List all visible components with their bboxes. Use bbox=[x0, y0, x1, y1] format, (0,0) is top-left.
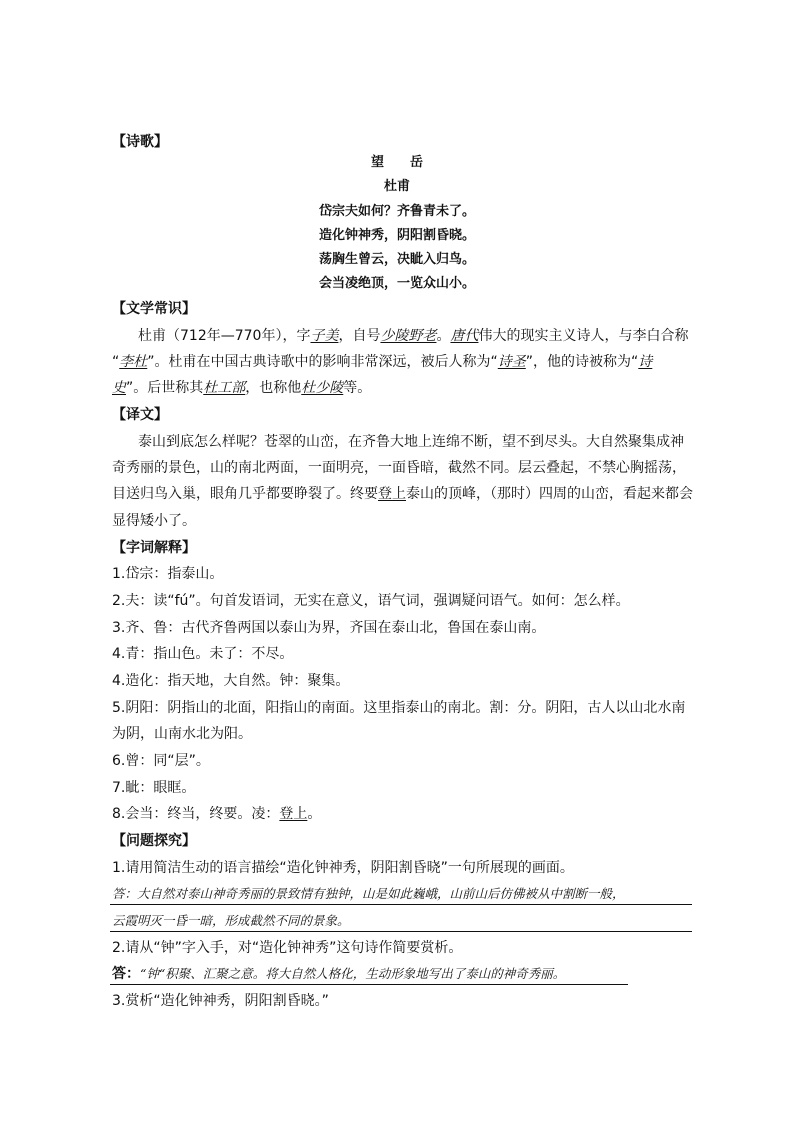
glossary-item-9 bbox=[112, 804, 321, 824]
notes-li-du: 李杜 bbox=[119, 354, 148, 370]
notes-shi-sheng: 诗圣 bbox=[497, 354, 526, 370]
notes-text: 。 bbox=[436, 328, 451, 344]
poem-line-2: 造化钟神秀，阴阳割昏晓。 bbox=[318, 228, 475, 243]
question-2: 2.请从“钟”字入手，对“造化钟神秀”这句诗作简要赏析。 bbox=[112, 940, 463, 956]
answer-1-line-1: 答：大自然对泰山神奇秀丽的景致情有独钟，山是如此巍峨，山前山后仿佛被从中割断一般， bbox=[112, 886, 625, 901]
glossary-item-5: 4.造化：指天地，大自然。钟：聚集。 bbox=[112, 673, 350, 689]
notes-text: 杜甫（712年—770年），字 bbox=[138, 328, 311, 344]
notes-text: ，也称他 bbox=[245, 380, 302, 396]
answer-2-text: “钟“积聚、汇聚之意。将大自然人格化，生动形象地写出了泰山的神奇秀丽。 bbox=[140, 966, 566, 981]
notes-text: 伟大的现实主义诗人，与李白合称 bbox=[478, 328, 689, 344]
translation-text: 目送归鸟入巢，眼角几乎都要睁裂了。终要 bbox=[112, 486, 378, 502]
answer-1-line-2: 云霞明灭一昏一暗，形成截然不同的景象。 bbox=[112, 913, 350, 928]
notes-text: ”。后世称其 bbox=[126, 380, 204, 396]
answer-underline bbox=[110, 904, 692, 905]
section-header-notes: 【文学常识】 bbox=[112, 301, 196, 317]
glossary-item-2: 2.夫：读“fú”。句首发语词，无实在意义，语气词，强调疑问语气。如何：怎么样。 bbox=[112, 593, 630, 609]
glossary-item-7: 6.曾：同“层”。 bbox=[112, 753, 210, 769]
notes-line-3 bbox=[112, 378, 371, 398]
section-header-questions: 【问题探究】 bbox=[112, 833, 196, 849]
answer-2-label: 答： bbox=[112, 966, 140, 982]
glossary-item-6b: 为阴，山南水北为阳。 bbox=[112, 726, 252, 742]
translation-line-4: 显得矮小了。 bbox=[112, 513, 196, 529]
glossary-item-8: 7.眦：眼眶。 bbox=[112, 780, 196, 796]
glossary-text: 8.会当：终当，终要。凌： bbox=[112, 806, 280, 822]
glossary-item-3: 3.齐、鲁：古代齐鲁两国以泰山为界，齐国在泰山北，鲁国在泰山南。 bbox=[112, 620, 546, 636]
poem-line-4: 会当凌绝顶，一览众山小。 bbox=[318, 276, 475, 291]
question-1: 1.请用简洁生动的语言描绘“造化钟神秀，阴阳割昏晓”一句所展现的画面。 bbox=[112, 860, 574, 876]
translation-text: 泰山的顶峰，（那时）四周的山峦，看起来都会 bbox=[406, 486, 693, 502]
glossary-dengshang: 登上 bbox=[279, 806, 308, 822]
translation-dengshang: 登上 bbox=[378, 486, 406, 502]
notes-dynasty: 唐代 bbox=[450, 328, 479, 344]
section-header-glossary: 【字词解释】 bbox=[112, 540, 196, 556]
notes-art-name: 少陵野老 bbox=[380, 328, 437, 344]
notes-text: ”。杜甫在中国古典诗歌中的影响非常深远，被后人称为“ bbox=[147, 354, 498, 370]
poem-title: 望 岳 bbox=[370, 155, 423, 170]
notes-du-gongbu: 杜工部 bbox=[203, 380, 246, 396]
notes-text: 等。 bbox=[343, 380, 372, 396]
section-header-poem: 【诗歌】 bbox=[112, 134, 168, 150]
glossary-item-6a: 5.阴阳：阴指山的北面，阳指山的南面。这里指泰山的南北。割：分。阴阳，古人以山北水南 bbox=[112, 700, 686, 716]
notes-courtesy-name: 子美 bbox=[310, 328, 339, 344]
glossary-item-4: 4.青：指山色。未了：不尽。 bbox=[112, 646, 294, 662]
poem-line-1: 岱宗夫如何？齐鲁青未了。 bbox=[318, 204, 475, 219]
section-header-translation: 【译文】 bbox=[112, 407, 168, 423]
translation-line-1: 泰山到底怎么样呢？苍翠的山峦，在齐鲁大地上连绵不断，望不到尽头。大自然聚集成神 bbox=[138, 434, 684, 450]
answer-underline bbox=[110, 931, 692, 932]
translation-line-3 bbox=[112, 484, 693, 504]
notes-line-2 bbox=[112, 352, 652, 372]
notes-shi-shi-a: 诗 bbox=[638, 354, 653, 370]
poem-author: 杜甫 bbox=[383, 179, 410, 194]
notes-shi-shi-b: 史 bbox=[112, 380, 126, 396]
answer-2 bbox=[112, 964, 565, 984]
notes-text: ”，他的诗被称为“ bbox=[525, 354, 639, 370]
notes-line-1 bbox=[138, 326, 688, 346]
answer-underline bbox=[110, 984, 628, 985]
glossary-text: 。 bbox=[307, 806, 322, 822]
notes-text: ，自号 bbox=[338, 328, 381, 344]
question-3: 3.赏析“造化钟神秀，阴阳割昏晓。” bbox=[112, 993, 329, 1009]
notes-text: “ bbox=[112, 354, 120, 370]
glossary-item-1: 1.岱宗：指泰山。 bbox=[112, 566, 224, 582]
translation-line-2: 奇秀丽的景色，山的南北两面，一面明亮，一面昏暗，截然不同。层云叠起，不禁心胸摇荡， bbox=[112, 460, 686, 476]
poem-line-3: 荡胸生曾云，决眦入归鸟。 bbox=[318, 252, 475, 267]
notes-du-shaoling: 杜少陵 bbox=[301, 380, 344, 396]
